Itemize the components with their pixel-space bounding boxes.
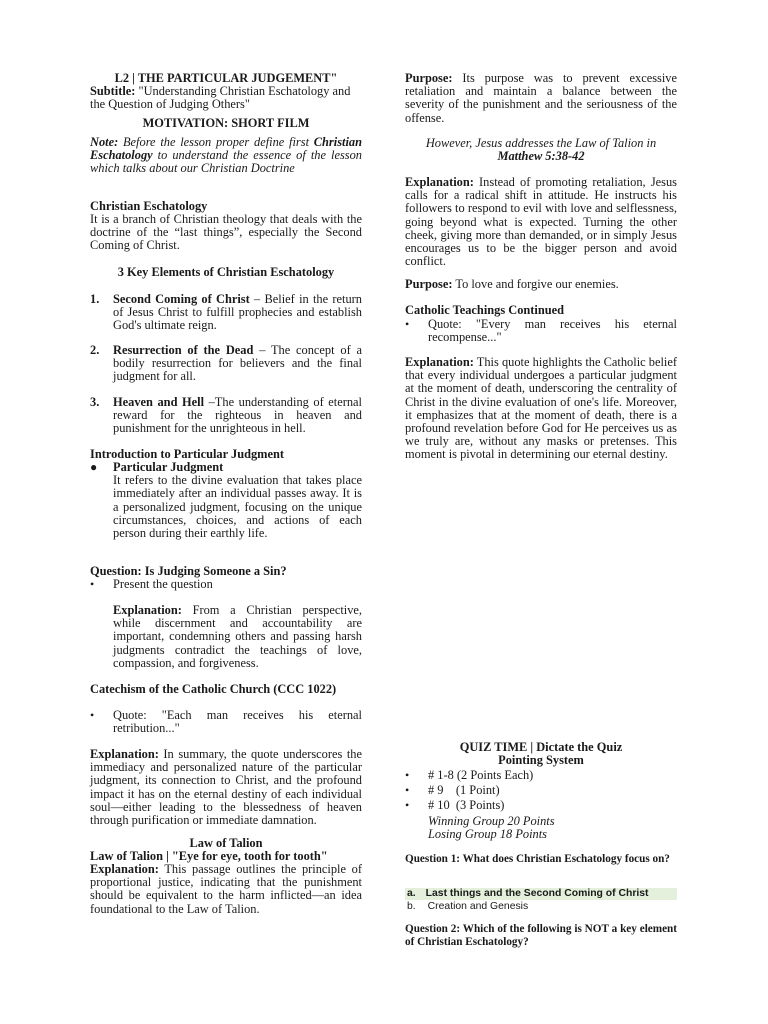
element-text: – Belief in the return of Jesus Christ to fulfill prophecies and establish God's ultimate reign.: [113, 292, 362, 333]
explanation-5: [405, 356, 677, 462]
explanation-text: This quote highlights the Catholic belief that every individual undergoes a particular judgment at the moment of death, underscoring the centrality of Christ in the divine evaluation of one's life. Moreover, it emphasizes that at the moment of death, there is a profound revelation before God for He perceives us as we truly are, without any masks or pretenses. This moment is pivotal in determining our eternal destiny.: [405, 355, 677, 462]
purpose-label: Purpose:: [405, 277, 453, 291]
quiz-question-2: Question 2: Which of the following is NOT a key element of Christian Eschatology?: [405, 923, 677, 948]
bullet: ●: [90, 460, 98, 474]
lot-heading: Law of Talion: [189, 836, 263, 850]
explanation-text: From a Christian perspective, while discernment and accountability are important, condemning others and passing harsh judgments contradict the teachings of love, compassion, and forgiveness.: [113, 603, 362, 670]
explanation-label: Explanation:: [405, 355, 474, 369]
option-letter: b.: [407, 901, 416, 912]
purpose-2: [405, 278, 677, 291]
pj-term: Particular Judgment: [113, 460, 224, 474]
question-item: [90, 578, 362, 591]
element-text: – The concept of a bodily resurrection for believers and the final judgment for all.: [113, 343, 362, 384]
question-heading: Question: Is Judging Someone a Sin?: [90, 564, 287, 578]
lot-subheading: Law of Talion | "Eye for eye, tooth for tooth": [90, 849, 328, 863]
explanation-text: This passage outlines the principle of proportional justice, indicating that the punishment should be equivalent to the harm inflicted—an idea foundational to the Law of Talion.: [90, 862, 362, 916]
explanation-3: [90, 863, 362, 916]
pj-text: It refers to the divine evaluation that takes place immediately after an individual passes away. It is a personalized judgment, focusing on the unique circumstances, choices, and actions of each person during their earthly life.: [113, 473, 362, 541]
option-text: Last things and the Second Coming of Christ: [425, 888, 649, 899]
ctc-quote-item: [405, 318, 677, 344]
note-label: Note:: [90, 135, 119, 149]
ctc-quote: Quote: "Every man receives his eternal recompense...": [428, 317, 677, 345]
explanation-2: [90, 748, 362, 827]
bullet: •: [90, 577, 95, 591]
purpose-label: Purpose:: [405, 71, 453, 85]
points-item: [405, 769, 677, 784]
element-number: 1.: [90, 292, 100, 306]
points-item: [405, 799, 677, 814]
subtitle: [90, 85, 362, 111]
explanation-4: [405, 176, 677, 268]
explanation-label: Explanation:: [90, 747, 159, 761]
explanation-1: [90, 604, 362, 670]
pj-item: [90, 461, 362, 540]
ce-text: It is a branch of Christian theology that deals with the doctrine of the “last things”, especially the Second Coming of Christ.: [90, 212, 362, 253]
intro-heading: Introduction to Particular Judgment: [90, 447, 285, 461]
element-item-3: [90, 396, 362, 436]
winning-group: Winning Group 20 Points: [428, 814, 555, 828]
bullet: •: [405, 783, 410, 797]
q1-option-a: [405, 888, 677, 900]
points-list: [405, 769, 677, 814]
ce-heading: Christian Eschatology: [90, 199, 208, 213]
element-term: Resurrection of the Dead: [113, 343, 254, 357]
element-item-1: [90, 293, 362, 333]
lesson-title: L2 | THE PARTICULAR JUDGEMENT": [114, 71, 338, 85]
subtitle-label: Subtitle:: [90, 84, 136, 98]
ccc-quote-item: [90, 709, 362, 735]
purpose-1: [405, 72, 677, 125]
purpose-text: To love and forgive our enemies.: [452, 277, 619, 291]
quiz-subtitle: Pointing System: [498, 753, 584, 767]
ctc-heading: Catholic Teachings Continued: [405, 303, 565, 317]
losing-group: Losing Group 18 Points: [428, 827, 547, 841]
bullet: •: [405, 798, 410, 812]
matthew-reference: Matthew 5:38-42: [497, 149, 585, 163]
explanation-text: In summary, the quote underscores the immediacy and personalized nature of the particular judgment, its connection to Christ, and the profound impact it has on the eternal destiny of each individual soul—either leading to the blessedness of heaven through purification or immediate damnation.: [90, 747, 362, 828]
points-label: # 10 (3 Points): [428, 798, 505, 812]
bullet: •: [405, 317, 410, 331]
element-item-2: [90, 344, 362, 384]
option-text: Creation and Genesis: [427, 901, 529, 912]
quiz-question-1: Question 1: What does Christian Eschatology focus on?: [405, 853, 670, 865]
element-term: Second Coming of Christ: [113, 292, 250, 306]
option-highlight: [405, 888, 677, 900]
note-bold: Christian Eschatology: [90, 135, 362, 163]
ccc-quote: Quote: "Each man receives his eternal retribution...": [113, 708, 362, 736]
explanation-label: Explanation:: [113, 603, 182, 617]
explanation-label: Explanation:: [90, 862, 159, 876]
element-text: –The understanding of eternal reward for the righteous in heaven and punishment for the unrighteous in hell.: [113, 395, 362, 436]
option-letter: a.: [407, 888, 416, 899]
quiz-title: QUIZ TIME | Dictate the Quiz: [459, 740, 623, 754]
however-text: However, Jesus addresses the Law of Talion in: [425, 136, 657, 150]
bullet: •: [405, 768, 410, 782]
points-label: # 1-8 (2 Points Each): [428, 768, 534, 782]
note-text-1: Before the lesson proper define first: [118, 135, 314, 149]
purpose-text: Its purpose was to prevent excessive retaliation and maintain a balance between the severity of the punishment and the seriousness of the offense.: [405, 71, 677, 125]
element-term: Heaven and Hell: [113, 395, 205, 409]
bullet: •: [90, 708, 95, 722]
question-item-text: Present the question: [113, 577, 213, 591]
points-label: # 9 (1 Point): [428, 783, 500, 797]
subtitle-text: "Understanding Christian Eschatology and the Question of Judging Others": [90, 84, 351, 112]
motivation-heading: MOTIVATION: SHORT FILM: [142, 116, 310, 130]
ccc-heading: Catechism of the Catholic Church (CCC 1022): [90, 682, 337, 696]
points-item: [405, 784, 677, 799]
key-elements-heading: 3 Key Elements of Christian Eschatology: [117, 265, 335, 279]
q1-option-b: [405, 901, 679, 913]
explanation-text: Instead of promoting retaliation, Jesus calls for a radical shift in attitude. He instructs his followers to respond to evil with love and selflessness, going beyond what is expected. Turning the other cheek, giving more than demanded, or in simply Jesus encourages us to be the bigger person and avoid conflict.: [405, 175, 677, 269]
note-text-2: to understand the essence of the lesson which talks about our Christian Doctrine: [90, 148, 362, 176]
element-number: 2.: [90, 343, 100, 357]
note-paragraph: [90, 136, 362, 176]
explanation-label: Explanation:: [405, 175, 474, 189]
element-number: 3.: [90, 395, 100, 409]
